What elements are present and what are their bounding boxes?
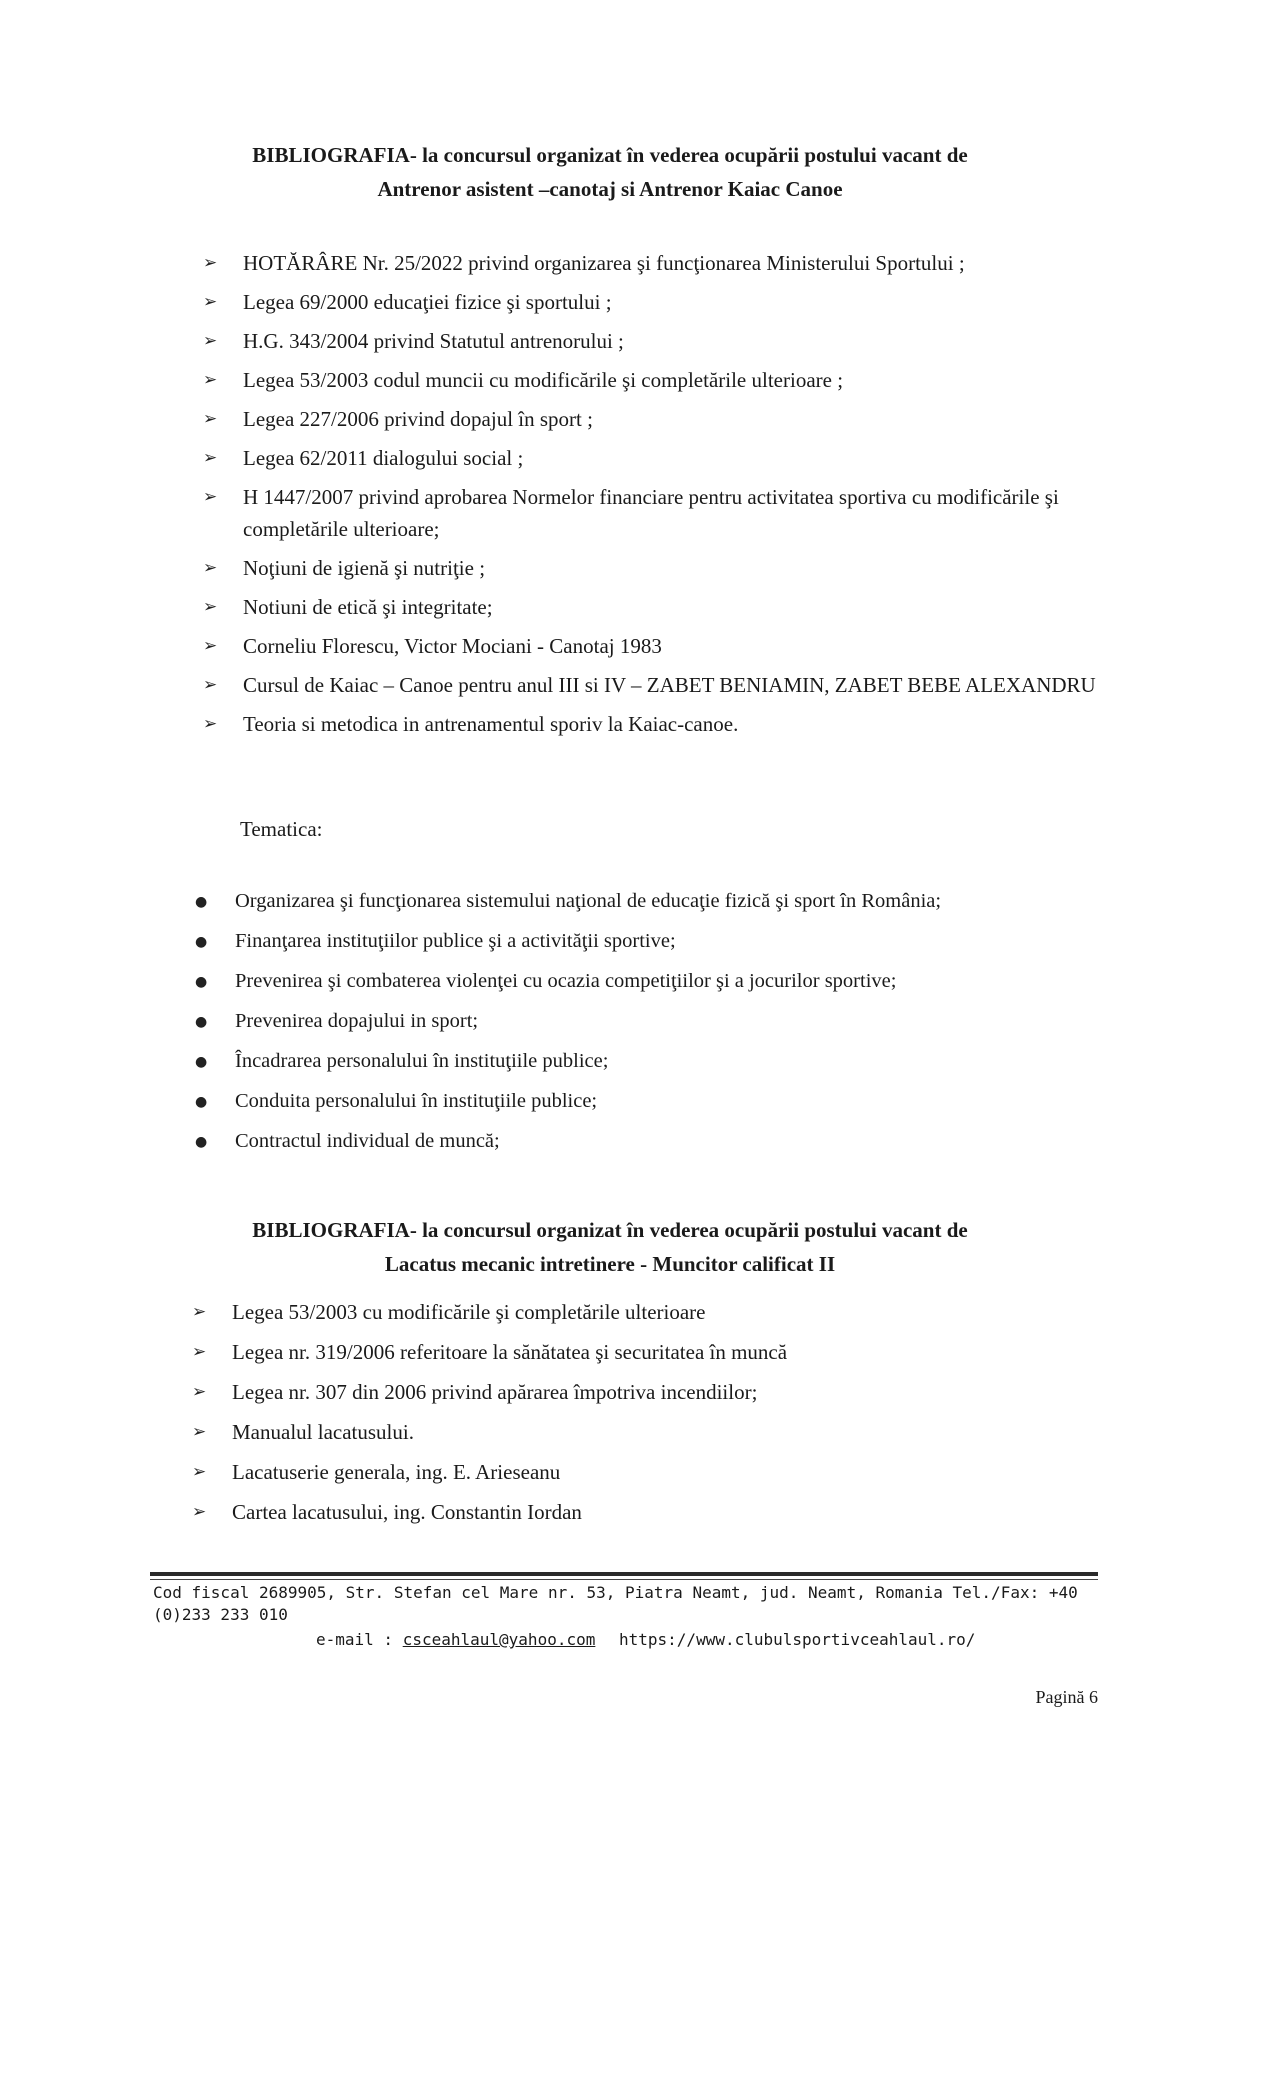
- list-item: ➢ Legea 227/2006 privind dopajul în sport ;: [0, 403, 1275, 435]
- list-item: ● Finanţarea instituţiilor publice şi a activităţii sportive;: [0, 925, 1275, 957]
- dot-bullet-icon: ●: [195, 1054, 208, 1070]
- arrow-bullet-icon: ➢: [203, 597, 218, 617]
- list-item: ● Prevenirea dopajului in sport;: [0, 1005, 1275, 1037]
- list-item: ➢ HOTĂRÂRE Nr. 25/2022 privind organizarea şi funcţionarea Ministerului Sportului ;: [0, 247, 1275, 279]
- list-item: ➢ Legea 53/2003 cu modificările şi completările ulterioare: [0, 1296, 1275, 1328]
- list-item: ➢ Cursul de Kaiac – Canoe pentru anul III si IV – ZABET BENIAMIN, ZABET BEBE ALEXANDRU: [0, 669, 1275, 701]
- list-item: ● Contractul individual de muncă;: [0, 1125, 1275, 1157]
- list-item: ➢ H 1447/2007 privind aprobarea Normelor financiare pentru activitatea sportiva cu modificările şi completările ulterioare;: [0, 481, 1275, 545]
- list-item: ➢ Cartea lacatusului, ing. Constantin Iordan: [0, 1496, 1275, 1528]
- footer-address: Cod fiscal 2689905, Str. Stefan cel Mare nr. 53, Piatra Neamt, jud. Neamt, Romania Tel./Fax: +40 (0)233 233 010: [153, 1583, 1078, 1624]
- list-item: ➢ Noţiuni de igienă şi nutriţie ;: [0, 552, 1275, 584]
- list-item: ➢ Teoria si metodica in antrenamentul sporiv la Kaiac-canoe.: [0, 708, 1275, 740]
- list-item: ➢ H.G. 343/2004 privind Statutul antrenorului ;: [0, 325, 1275, 357]
- tematica-label: Tematica:: [240, 817, 323, 841]
- email-label: e-mail :: [316, 1630, 394, 1649]
- arrow-bullet-icon: ➢: [192, 1422, 207, 1442]
- list-item: ● Organizarea şi funcţionarea sistemului naţional de educaţie fizică şi sport în România;: [0, 885, 1275, 917]
- list-item: ➢ Legea 69/2000 educaţiei fizice şi sportului ;: [0, 286, 1275, 318]
- list-item: ● Prevenirea şi combaterea violenţei cu ocazia competiţiilor şi a jocurilor sportive;: [0, 965, 1275, 997]
- arrow-bullet-icon: ➢: [203, 253, 218, 273]
- arrow-bullet-icon: ➢: [203, 409, 218, 429]
- list-item: ● Încadrarea personalului în instituţiile publice;: [0, 1045, 1275, 1077]
- footer-contact: [316, 1630, 975, 1649]
- list-item: ➢ Legea nr. 319/2006 referitoare la sănătatea şi securitatea în muncă: [0, 1336, 1275, 1368]
- section1-heading-line2: Antrenor asistent –canotaj si Antrenor Kaiac Canoe: [377, 177, 843, 201]
- list-item: ● Conduita personalului în instituţiile publice;: [0, 1085, 1275, 1117]
- list-item: ➢ Lacatuserie generala, ing. E. Arieseanu: [0, 1456, 1275, 1488]
- list-item: ➢ Legea 62/2011 dialogului social ;: [0, 442, 1275, 474]
- dot-bullet-icon: ●: [195, 934, 208, 950]
- website-link[interactable]: https://www.clubulsportivceahlaul.ro/: [619, 1630, 976, 1649]
- dot-bullet-icon: ●: [195, 1094, 208, 1110]
- page-number: Pagină 6: [1035, 1687, 1098, 1707]
- tematica-list: [0, 885, 1275, 1165]
- arrow-bullet-icon: ➢: [192, 1462, 207, 1482]
- section2-heading-line2: Lacatus mecanic intretinere - Muncitor calificat II: [384, 1252, 836, 1276]
- footer-divider-thin: [150, 1579, 1098, 1580]
- list-item: ➢ Notiuni de etică şi integritate;: [0, 591, 1275, 623]
- arrow-bullet-icon: ➢: [203, 370, 218, 390]
- list-item: ➢ Manualul lacatusului.: [0, 1416, 1275, 1448]
- arrow-bullet-icon: ➢: [203, 448, 218, 468]
- arrow-bullet-icon: ➢: [192, 1302, 207, 1322]
- arrow-bullet-icon: ➢: [203, 636, 218, 656]
- dot-bullet-icon: ●: [195, 1014, 208, 1030]
- section1-heading: [180, 138, 1040, 206]
- arrow-bullet-icon: ➢: [203, 292, 218, 312]
- arrow-bullet-icon: ➢: [203, 558, 218, 578]
- arrow-bullet-icon: ➢: [192, 1382, 207, 1402]
- section2-bibliography-list: [0, 1296, 1275, 1536]
- arrow-bullet-icon: ➢: [203, 331, 218, 351]
- dot-bullet-icon: ●: [195, 894, 208, 910]
- arrow-bullet-icon: ➢: [203, 487, 218, 507]
- list-item: ➢ Legea nr. 307 din 2006 privind apărarea împotriva incendiilor;: [0, 1376, 1275, 1408]
- dot-bullet-icon: ●: [195, 974, 208, 990]
- section1-heading-line1: BIBLIOGRAFIA- la concursul organizat în vederea ocupării postului vacant de: [252, 143, 968, 167]
- arrow-bullet-icon: ➢: [192, 1342, 207, 1362]
- section1-bibliography-list: [0, 247, 1275, 747]
- arrow-bullet-icon: ➢: [203, 714, 218, 734]
- section2-heading: [180, 1213, 1040, 1281]
- arrow-bullet-icon: ➢: [203, 675, 218, 695]
- arrow-bullet-icon: ➢: [192, 1502, 207, 1522]
- list-item: ➢ Corneliu Florescu, Victor Mociani - Canotaj 1983: [0, 630, 1275, 662]
- list-item: ➢ Legea 53/2003 codul muncii cu modificările şi completările ulterioare ;: [0, 364, 1275, 396]
- footer-divider: [150, 1572, 1098, 1576]
- section2-heading-line1: BIBLIOGRAFIA- la concursul organizat în vederea ocupării postului vacant de: [252, 1218, 968, 1242]
- email-link[interactable]: csceahlaul@yahoo.com: [402, 1630, 596, 1649]
- dot-bullet-icon: ●: [195, 1134, 208, 1150]
